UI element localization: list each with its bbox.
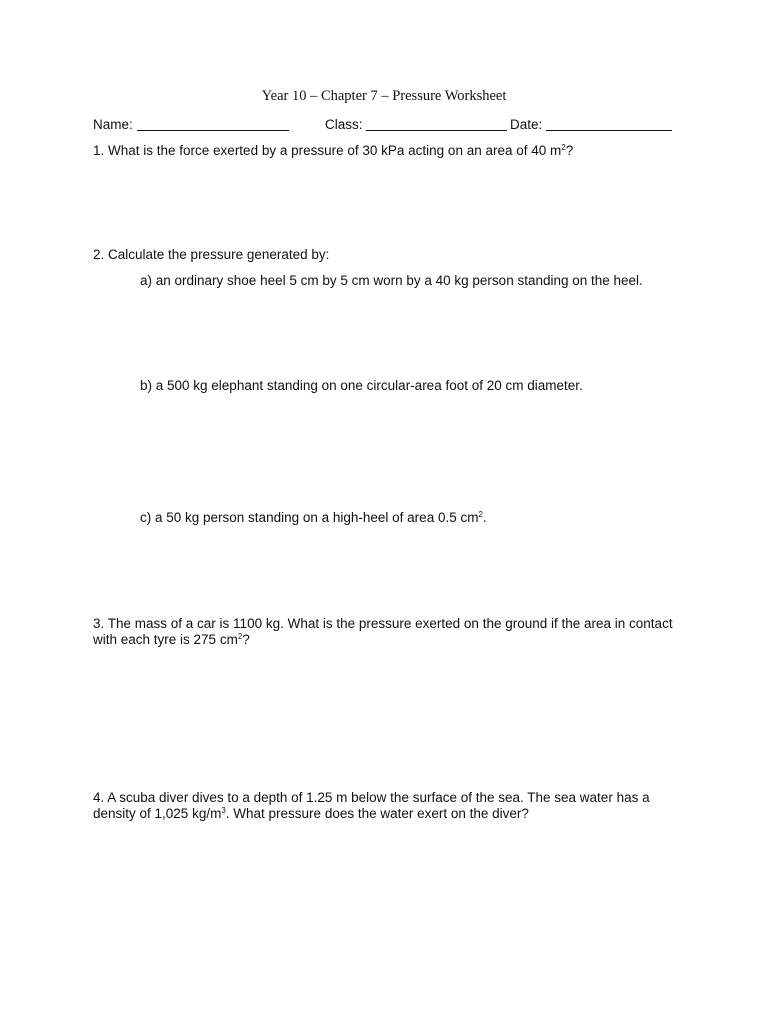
- question-1-tail: ?: [565, 143, 574, 158]
- question-1: [93, 143, 678, 159]
- date-field[interactable]: [510, 116, 672, 132]
- question-2c: [140, 510, 700, 526]
- question-2c-text: c) a 50 kg person standing on a high-heel of area 0.5 cm: [140, 510, 479, 525]
- date-blank[interactable]: [546, 116, 672, 131]
- question-4: [93, 790, 678, 822]
- question-2b: b) a 500 kg elephant standing on one circular-area foot of 20 cm diameter.: [140, 378, 583, 393]
- question-2c-tail: .: [482, 510, 487, 525]
- question-3: [93, 616, 678, 648]
- question-1-superscript: 2: [561, 143, 566, 152]
- question-2c-superscript: 2: [478, 510, 483, 519]
- class-label: Class:: [325, 117, 363, 132]
- question-1-text: 1. What is the force exerted by a pressure of 30 kPa acting on an area of 40 m: [93, 143, 562, 158]
- class-field[interactable]: [325, 116, 507, 132]
- question-4-superscript: 3: [221, 806, 226, 815]
- question-3-tail: ?: [242, 632, 250, 647]
- name-field[interactable]: [93, 116, 289, 132]
- question-3-text: 3. The mass of a car is 1100 kg. What is the pressure exerted on the ground if the area in contact with each tyre is 275 cm: [93, 616, 673, 647]
- question-4-tail: . What pressure does the water exert on the diver?: [225, 806, 529, 821]
- question-2: 2. Calculate the pressure generated by:: [93, 247, 330, 262]
- question-2a: a) an ordinary shoe heel 5 cm by 5 cm worn by a 40 kg person standing on the heel.: [140, 273, 643, 288]
- question-4-text: 4. A scuba diver dives to a depth of 1.25 m below the surface of the sea. The sea water has a density of 1,025 kg/m: [93, 790, 650, 821]
- name-blank[interactable]: [137, 116, 289, 131]
- class-blank[interactable]: [366, 116, 507, 131]
- worksheet-title: Year 10 – Chapter 7 – Pressure Worksheet: [261, 88, 507, 104]
- question-3-superscript: 2: [237, 632, 243, 641]
- name-label: Name:: [93, 117, 133, 132]
- date-label: Date:: [510, 117, 543, 132]
